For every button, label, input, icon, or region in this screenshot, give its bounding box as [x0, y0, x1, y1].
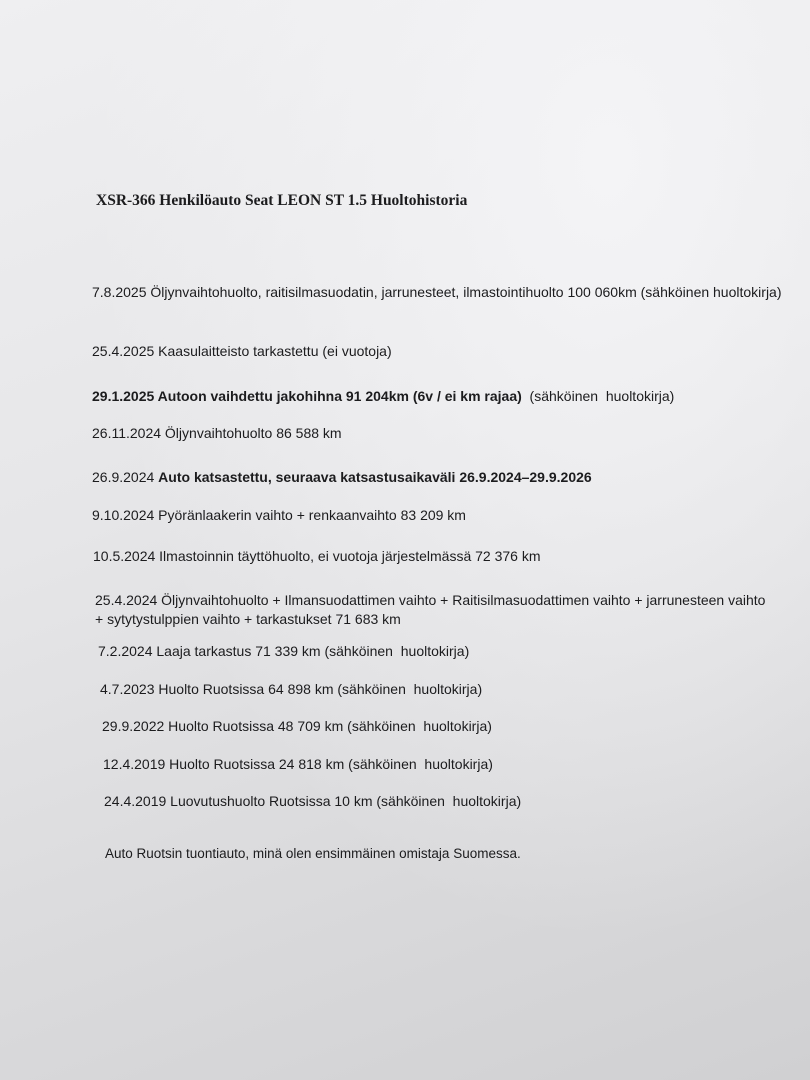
service-entry	[92, 342, 782, 361]
entry-text-bold: 29.1.2025 Autoon vaihdettu jakohihna 91 204km (6v / ei km rajaa)	[92, 388, 522, 404]
entry-text: 9.10.2024 Pyöränlaakerin vaihto + renkaanvaihto 83 209 km	[92, 507, 466, 523]
service-entry	[95, 591, 775, 629]
entry-text: 12.4.2019 Huolto Ruotsissa 24 818 km (sähköinen huoltokirja)	[103, 756, 493, 772]
service-entry	[103, 755, 793, 774]
service-entry	[92, 283, 782, 302]
service-entry	[92, 468, 782, 487]
service-entry	[92, 387, 782, 406]
service-entry	[93, 547, 783, 566]
entry-text: 10.5.2024 Ilmastoinnin täyttöhuolto, ei vuotoja järjestelmässä 72 376 km	[93, 548, 541, 564]
entry-text: 26.11.2024 Öljynvaihtohuolto 86 588 km	[92, 425, 342, 441]
service-entry	[104, 792, 794, 811]
service-entry	[98, 642, 788, 661]
entry-text: (sähköinen huoltokirja)	[521, 388, 675, 404]
entry-text: 24.4.2019 Luovutushuolto Ruotsissa 10 km (sähköinen huoltokirja)	[104, 793, 522, 809]
entry-text: 7.2.2024 Laaja tarkastus 71 339 km (sähköinen huoltokirja)	[98, 643, 470, 659]
entry-date: 26.9.2024	[92, 469, 159, 485]
service-entry	[92, 506, 782, 525]
entry-text: 29.9.2022 Huolto Ruotsissa 48 709 km (sähköinen huoltokirja)	[102, 718, 492, 734]
service-entry	[92, 424, 782, 443]
service-entry	[100, 680, 790, 699]
service-entry	[102, 717, 792, 736]
document-title: XSR-366 Henkilöauto Seat LEON ST 1.5 Huoltohistoria	[96, 192, 468, 209]
entry-text: 4.7.2023 Huolto Ruotsissa 64 898 km (sähköinen huoltokirja)	[100, 681, 483, 697]
entry-text-bold: Auto katsastettu, seuraava katsastusaikaväli 26.9.2024–29.9.2026	[158, 469, 592, 485]
entry-text: 25.4.2025 Kaasulaitteisto tarkastettu (ei vuotoja)	[92, 343, 392, 359]
ownership-note: Auto Ruotsin tuontiauto, minä olen ensimmäinen omistaja Suomessa.	[105, 846, 521, 861]
entry-text: 7.8.2025 Öljynvaihtohuolto, raitisilmasuodatin, jarrunesteet, ilmastointihuolto 100 060km (sähköinen huoltokirja)	[92, 284, 782, 300]
entry-text: 25.4.2024 Öljynvaihtohuolto + Ilmansuodattimen vaihto + Raitisilmasuodattimen vaihto + jarrunesteen vaihto + sytytystulppien vaihto + tarkastukset 71 683 km	[95, 592, 766, 627]
